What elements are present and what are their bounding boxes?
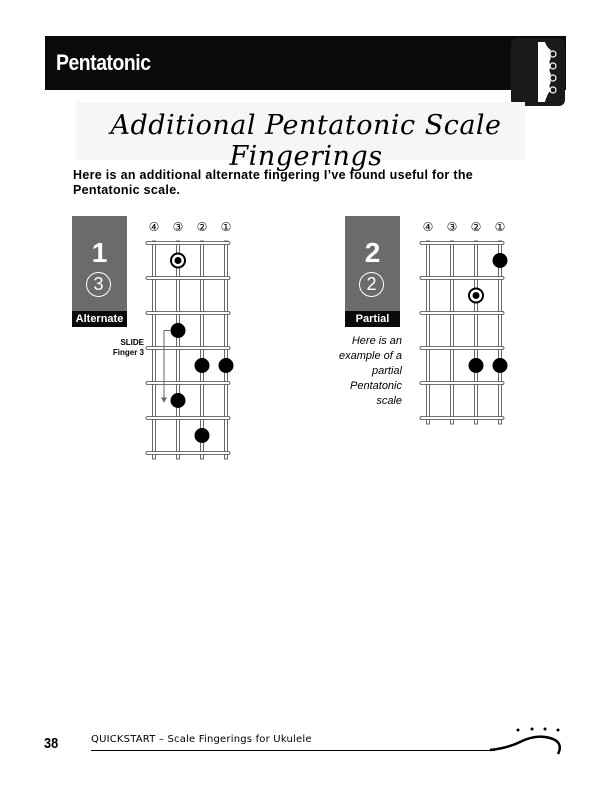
fret-line-4 — [146, 382, 230, 385]
fretboard-diagram-1 — [140, 215, 240, 465]
string-label-1: ① — [494, 220, 506, 234]
string-label-4: ④ — [148, 220, 160, 234]
fret-line-4 — [420, 382, 504, 385]
fret-line-5 — [420, 417, 504, 420]
string-4 — [153, 241, 156, 459]
root-note-center — [175, 257, 182, 264]
fret-line-5 — [146, 417, 230, 420]
string-label-3: ③ — [446, 220, 458, 234]
fret-line-6 — [146, 452, 230, 455]
slide-note-line-2: Finger 3 — [112, 348, 144, 357]
fret-line-2 — [146, 312, 230, 315]
section-title: Pentatonic — [56, 50, 151, 75]
diagram-1-number: 1 — [91, 237, 108, 268]
partial-scale-note: Here is an example of a partial Pentatonic scale — [339, 335, 402, 407]
finger-dot-4 — [171, 393, 186, 408]
finger-dot-2 — [195, 358, 210, 373]
fret-line-3 — [146, 347, 230, 350]
diagram-2-number: 2 — [364, 237, 381, 268]
page-number: 38 — [44, 735, 59, 752]
string-2 — [475, 241, 478, 424]
diagram-2-badge — [345, 216, 400, 327]
finger-dot-3 — [219, 358, 234, 373]
string-label-2: ② — [196, 220, 208, 234]
string-1 — [225, 241, 228, 459]
finger-dot-1 — [493, 253, 508, 268]
finger-dot-1 — [171, 323, 186, 338]
slide-arrow-line — [164, 331, 170, 403]
ukulele-headstock-icon — [511, 38, 565, 106]
diagram-2-position: 2 — [359, 272, 384, 297]
fret-line-1 — [420, 277, 504, 280]
diagram-1-tag: Alternate — [72, 311, 127, 327]
string-2 — [201, 241, 204, 459]
string-label-3: ③ — [172, 220, 184, 234]
slide-arrow-head — [161, 398, 167, 403]
fretboard-diagram-2 — [414, 215, 514, 430]
diagram-1-position: 3 — [86, 272, 111, 297]
string-1 — [499, 241, 502, 424]
fret-line-0 — [146, 242, 230, 245]
root-note-center — [473, 292, 480, 299]
footer-rule — [91, 750, 495, 751]
fret-line-3 — [420, 347, 504, 350]
string-3 — [177, 241, 180, 459]
footer-book-title: QUICKSTART – Scale Fingerings for Ukulele — [91, 734, 312, 745]
intro-text: Here is an additional alternate fingering I’ve found useful for the Pentatonic scale. — [73, 168, 474, 197]
finger-dot-3 — [493, 358, 508, 373]
fret-line-1 — [146, 277, 230, 280]
slide-note-line-1: SLIDE — [120, 338, 144, 347]
fret-line-2 — [420, 312, 504, 315]
string-label-2: ② — [470, 220, 482, 234]
string-label-1: ① — [220, 220, 232, 234]
diagram-1-badge — [72, 216, 127, 327]
string-3 — [451, 241, 454, 424]
string-label-4: ④ — [422, 220, 434, 234]
page-title: Additional Pentatonic Scale Fingerings — [110, 110, 502, 172]
footer-swoosh-icon — [488, 724, 568, 758]
finger-dot-5 — [195, 428, 210, 443]
string-4 — [427, 241, 430, 424]
diagram-2-tag: Partial — [345, 311, 400, 327]
slide-note — [88, 338, 144, 358]
finger-dot-2 — [469, 358, 484, 373]
fret-line-0 — [420, 242, 504, 245]
